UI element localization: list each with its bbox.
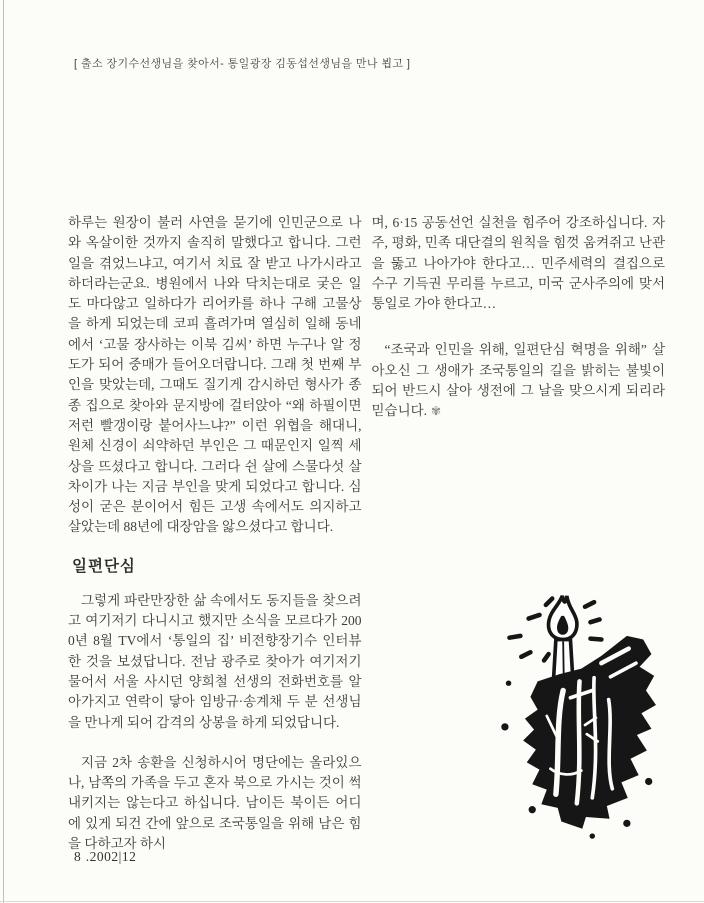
candle-woodcut-illustration (494, 582, 676, 859)
scan-edge-bottom (0, 901, 704, 902)
body-paragraph-5 (372, 340, 666, 421)
body-paragraph-4: 며, 6·15 공동선언 실천을 힘주어 강조하십니다. 자주, 평화, 민족 대단결의 원칙을 힘껏 움켜쥐고 난관을 뚫고 나아가야 한다고… 민주세력의 결집으로 수구 기득권 무리를 누르고, 미국 군사주의에 맞서 통일로 가야 한다고… (371, 215, 665, 312)
section-heading: 일편단심 (72, 557, 136, 575)
body-paragraph-1: 하루는 원장이 불러 사연을 묻기에 인민군으로 나와 옥살이한 것까지 솔직히 말했다고 합니다. 그런 일을 겪었느냐고, 여기서 치료 잘 받고 나가시라고 하더라는군요. 병원에서 나와 닥치는대로 궂은 일도 마다않고 일하다가 리어카를 하나 구해 고물상을 하게 되었는데 코피 흘려가며 열심히 일해 동네에서 ‘고물 장사하는 이북 김씨’ 하면 누구나 알 정도가 되어 중매가 들어오더랍니다. 그래 첫 번째 부인을 맞았는데, 그때도 질기게 감시하던 형사가 종종 집으로 찾아와 문지방에 걸터앉아 “왜 하필이면 저런 빨갱이랑 붙어사느냐?” 이런 위협을 해대니, 원체 신경이 쇠약하던 부인은 그 때문인지 일찍 세상을 뜨셨다고 합니다. 그러다 쉰 살에 스물다섯 살 차이가 나는 지금 부인을 맞게 되었다고 합니다. 심성이 굳은 분이어서 힘든 고생 속에서도 의지하고 살았는데 88년에 대장암을 앓으셨다고 합니다. (68, 215, 362, 535)
page-number: 8 (74, 849, 81, 864)
left-column (68, 213, 362, 854)
body-paragraph-2: 그렇게 파란만장한 삶 속에서도 동지들을 찾으려고 여기저기 다니시고 했지만 소식을 모르다가 2000년 8월 TV에서 ‘통일의 집’ 비전향장기수 인터뷰한 것을 보셨답니다. 전남 광주로 찾아가 여기저기 물어서 서울 사시던 양희철 선생의 전화번호를 알아가지고 연락이 닿아 임방규·송계채 두 분 선생님을 만나게 되어 감격의 상봉을 하게 되었답니다. (68, 592, 362, 730)
scan-edge-left (3, 0, 4, 903)
page-footer (74, 849, 136, 865)
body-paragraph-3: 지금 2차 송환을 신청하시어 명단에는 올라있으나, 남쪽의 가족을 두고 혼자 북으로 가시는 것이 썩 내키지는 않는다고 하십니다. 남이든 북이든 어디에 있게 되건 간에 앞으로 조국통일을 위해 남은 힘을 다하고자 하시 (68, 754, 362, 852)
candle-woodcut-icon (494, 582, 676, 859)
closing-quote-text: “조국과 인민을 위해, 일편단심 혁명을 위해” 살아오신 그 생애가 조국통일의 길을 밝히는 불빛이 되어 반드시 살아 생전에 그 날을 맞으시게 되리라 믿습니다. (371, 342, 665, 419)
end-ornament-icon: ✾ (431, 404, 442, 419)
issue-label: .2002|12 (85, 849, 137, 864)
article-kicker: [ 출소 장기수선생님을 찾아서- 통일광장 김동섭선생님을 만나 뵙고 ] (74, 58, 411, 70)
